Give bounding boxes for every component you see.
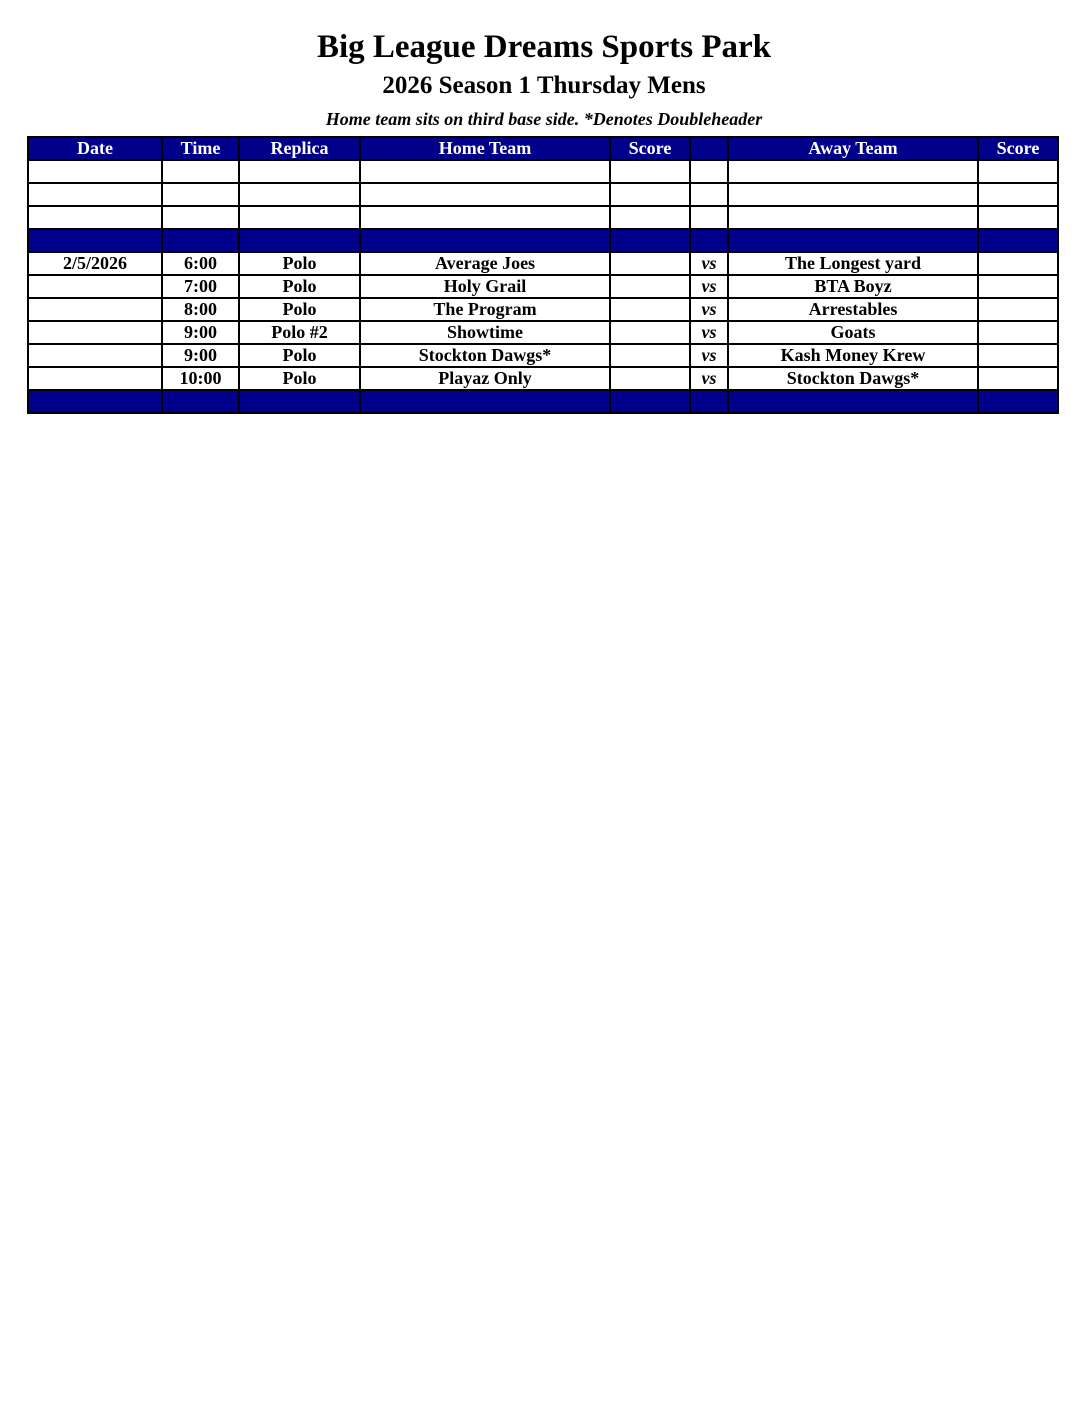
empty-cell (28, 206, 162, 229)
band-cell (690, 229, 728, 252)
band-cell (28, 229, 162, 252)
game-time: 9:00 (162, 344, 239, 367)
band-cell (162, 390, 239, 413)
vs-label: vs (690, 252, 728, 275)
schedule-table (27, 136, 1059, 414)
band-cell (360, 229, 610, 252)
game-row (28, 321, 1058, 344)
game-replica: Polo (239, 275, 360, 298)
band-cell (690, 390, 728, 413)
empty-row (28, 160, 1058, 183)
game-date (28, 344, 162, 367)
col-header-replica: Replica (239, 137, 360, 160)
season-subtitle: 2026 Season 1 Thursday Mens (382, 72, 706, 99)
empty-cell (162, 160, 239, 183)
home-score (610, 275, 690, 298)
game-time: 7:00 (162, 275, 239, 298)
away-score (978, 367, 1058, 390)
page-title: Big League Dreams Sports Park (316, 29, 772, 65)
home-team: Stockton Dawgs* (360, 344, 610, 367)
empty-row (28, 183, 1058, 206)
home-score (610, 298, 690, 321)
empty-cell (978, 206, 1058, 229)
separator-band (28, 229, 1058, 252)
separator-band (28, 390, 1058, 413)
empty-cell (690, 206, 728, 229)
empty-cell (28, 183, 162, 206)
vs-label: vs (690, 321, 728, 344)
game-replica: Polo (239, 252, 360, 275)
band-cell (360, 390, 610, 413)
empty-cell (162, 183, 239, 206)
game-date (28, 275, 162, 298)
band-cell (28, 390, 162, 413)
empty-cell (978, 183, 1058, 206)
home-team: Holy Grail (360, 275, 610, 298)
home-team: Showtime (360, 321, 610, 344)
game-row (28, 298, 1058, 321)
empty-cell (728, 160, 978, 183)
game-row (28, 344, 1058, 367)
col-header-away-score: Score (978, 137, 1058, 160)
band-cell (162, 229, 239, 252)
home-team: Playaz Only (360, 367, 610, 390)
empty-cell (162, 206, 239, 229)
col-header-date: Date (28, 137, 162, 160)
empty-cell (28, 160, 162, 183)
game-replica: Polo (239, 367, 360, 390)
away-score (978, 298, 1058, 321)
game-replica: Polo (239, 344, 360, 367)
away-team: BTA Boyz (728, 275, 978, 298)
col-header-time: Time (162, 137, 239, 160)
empty-cell (690, 160, 728, 183)
band-cell (610, 229, 690, 252)
vs-label: vs (690, 344, 728, 367)
band-cell (728, 229, 978, 252)
band-cell (978, 229, 1058, 252)
home-score (610, 321, 690, 344)
band-cell (610, 390, 690, 413)
vs-label: vs (690, 275, 728, 298)
empty-cell (360, 183, 610, 206)
vs-label: vs (690, 367, 728, 390)
game-time: 9:00 (162, 321, 239, 344)
empty-cell (239, 160, 360, 183)
game-replica: Polo (239, 298, 360, 321)
schedule-note: Home team sits on third base side. *Denotes Doubleheader (325, 109, 763, 129)
vs-label: vs (690, 298, 728, 321)
game-time: 6:00 (162, 252, 239, 275)
game-replica: Polo #2 (239, 321, 360, 344)
away-team: Arrestables (728, 298, 978, 321)
header-row (28, 137, 1058, 160)
col-header-home-score: Score (610, 137, 690, 160)
away-team: Kash Money Krew (728, 344, 978, 367)
empty-cell (610, 160, 690, 183)
game-date (28, 367, 162, 390)
empty-cell (728, 206, 978, 229)
col-header-home-team: Home Team (360, 137, 610, 160)
away-score (978, 344, 1058, 367)
band-cell (728, 390, 978, 413)
col-header-away-team: Away Team (728, 137, 978, 160)
empty-cell (360, 160, 610, 183)
band-cell (978, 390, 1058, 413)
col-header-vs (690, 137, 728, 160)
home-team: The Program (360, 298, 610, 321)
game-row (28, 275, 1058, 298)
empty-cell (239, 206, 360, 229)
game-date (28, 298, 162, 321)
home-score (610, 367, 690, 390)
home-team: Average Joes (360, 252, 610, 275)
empty-cell (610, 206, 690, 229)
empty-row (28, 206, 1058, 229)
band-cell (239, 390, 360, 413)
empty-cell (728, 183, 978, 206)
game-row (28, 367, 1058, 390)
game-date (28, 321, 162, 344)
away-team: Goats (728, 321, 978, 344)
empty-cell (239, 183, 360, 206)
empty-cell (690, 183, 728, 206)
home-score (610, 344, 690, 367)
game-row (28, 252, 1058, 275)
empty-cell (978, 160, 1058, 183)
away-team: The Longest yard (728, 252, 978, 275)
game-time: 8:00 (162, 298, 239, 321)
away-score (978, 275, 1058, 298)
home-score (610, 252, 690, 275)
game-date: 2/5/2026 (28, 252, 162, 275)
band-cell (239, 229, 360, 252)
empty-cell (360, 206, 610, 229)
empty-cell (610, 183, 690, 206)
away-score (978, 321, 1058, 344)
away-score (978, 252, 1058, 275)
away-team: Stockton Dawgs* (728, 367, 978, 390)
game-time: 10:00 (162, 367, 239, 390)
